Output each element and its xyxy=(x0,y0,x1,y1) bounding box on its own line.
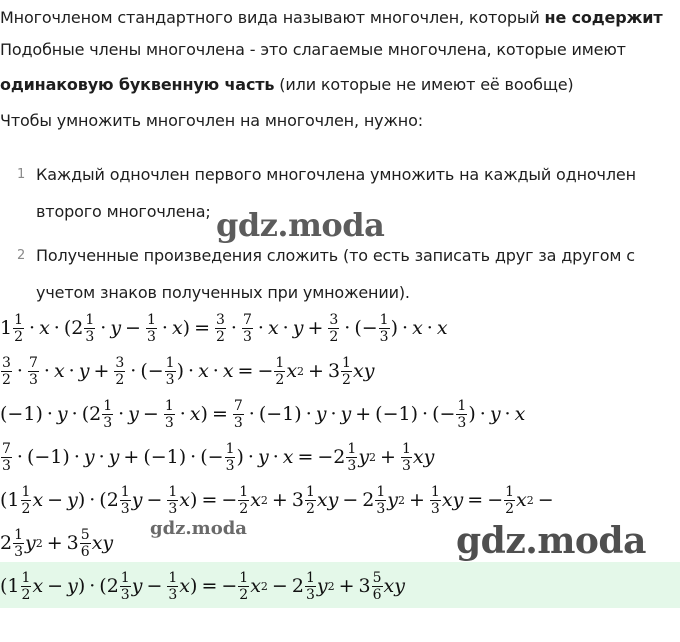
math-line-5: ( 1 $\frac{1}{2}$ x − y ) · ( 2 $\frac{1}{3}$ y − $\frac{1}{3}$ x ) = − $\frac{1}{2}$ x 2 + 3 $\frac{1}{2}$ x y − 2 $\frac{1}{3}$ y 2 + $\frac{1}{3}$ x y = − $\frac{1}{2}$ x 2 − xyxy=(0,483,554,517)
similar-terms-line: Подобные члены многочлена - это слагаемые многочлена, которые имеют xyxy=(0,40,626,59)
watermark-large: gdz.moda xyxy=(456,520,646,562)
step-1-line-2: второго многочлена; xyxy=(36,202,211,221)
math-line-1: 1 $\frac{1}{2}$ · x · ( 2 $\frac{1}{3}$ · y − $\frac{1}{3}$ · x ) = $\frac{3}{2}$ · $\frac{7}{3}$ · x · y + $\frac{3}{2}$ · ( − $\frac{1}{3}$ ) · x · x xyxy=(0,311,448,345)
step-2-line-2: учетом знаков полученных при умножении). xyxy=(36,283,410,302)
multiply-rule-heading: Чтобы умножить многочлен на многочлен, нужно: xyxy=(0,111,423,130)
definition-bold: не содержит xyxy=(544,8,663,27)
similar-terms-line-2 xyxy=(0,75,574,94)
definition-text: Многочленом стандартного вида называют многочлен, который xyxy=(0,8,545,27)
step-1-line-1: Каждый одночлен первого многочлена умножить на каждый одночлен xyxy=(36,165,636,184)
math-line-3: ( −1 ) · y · ( 2 $\frac{1}{3}$ · y − $\frac{1}{3}$ · x ) = $\frac{7}{3}$ · ( −1 ) · y · y + ( −1 ) · ( − $\frac{1}{3}$ ) · y · x xyxy=(0,397,526,431)
watermark-small: gdz.moda xyxy=(150,518,247,539)
answer-line: ( 1 $\frac{1}{2}$ x − y ) · ( 2 $\frac{1}{3}$ y − $\frac{1}{3}$ x ) = − $\frac{1}{2}$ x 2 − 2 $\frac{1}{3}$ y 2 + 3 $\frac{5}{6}$ x y xyxy=(0,569,405,603)
step-number: 1 xyxy=(17,167,26,182)
step-number: 2 xyxy=(17,248,26,263)
definition-line-1 xyxy=(0,8,662,27)
watermark-top: gdz.moda xyxy=(216,206,385,244)
letter-part-text: (или которые не имеют её вообще) xyxy=(274,75,574,94)
step-2-line-1: Полученные произведения сложить (то есть записать друг за другом с xyxy=(36,246,635,265)
math-line-2: $\frac{3}{2}$ · $\frac{7}{3}$ · x · y + $\frac{3}{2}$ · ( − $\frac{1}{3}$ ) · x · x = − $\frac{1}{2}$ x 2 + 3 $\frac{1}{2}$ x y xyxy=(2,354,375,388)
math-line-6: 2 $\frac{1}{3}$ y 2 + 3 $\frac{5}{6}$ x y xyxy=(0,526,114,560)
letter-part-bold: одинаковую буквенную часть xyxy=(0,75,275,94)
math-line-4: $\frac{7}{3}$ · ( −1 ) · y · y + ( −1 ) · ( − $\frac{1}{3}$ ) · y · x = − 2 $\frac{1}{3}$ y 2 + $\frac{1}{3}$ x y xyxy=(2,440,435,474)
